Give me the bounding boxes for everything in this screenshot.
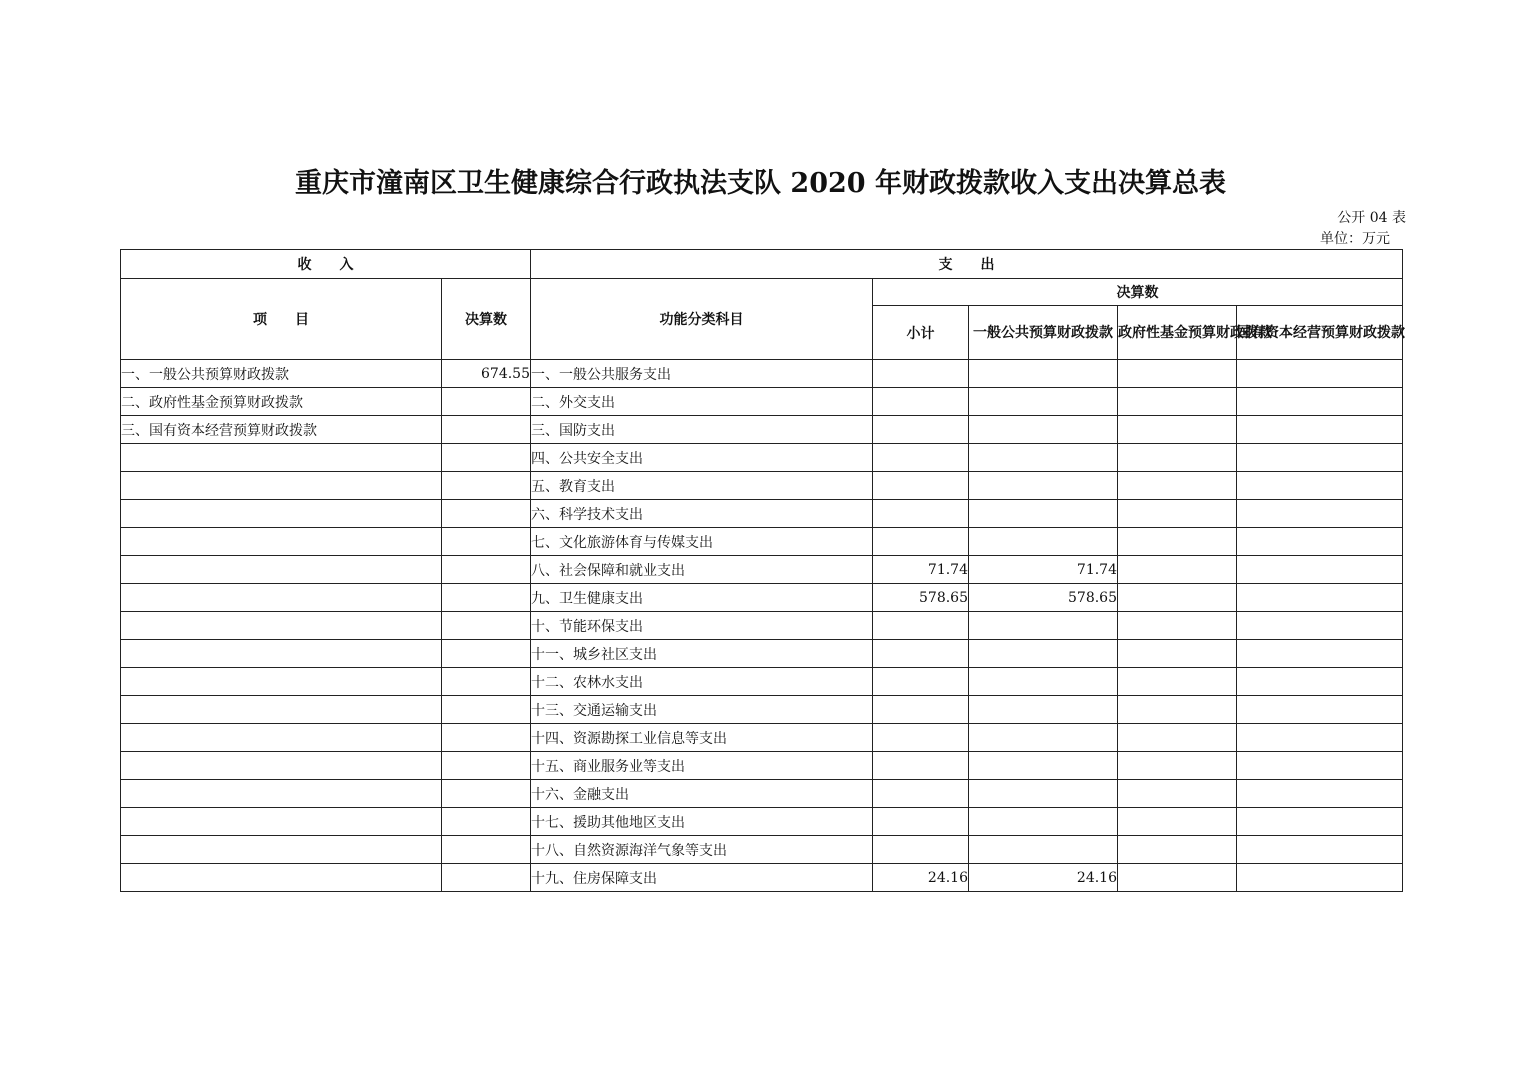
gov-fund-cell xyxy=(1118,556,1237,584)
subtotal-cell xyxy=(873,416,969,444)
expense-item-cell: 一、一般公共服务支出 xyxy=(531,360,873,388)
income-amount-header: 决算数 xyxy=(442,279,531,360)
income-item-cell xyxy=(121,640,442,668)
subtotal-cell xyxy=(873,640,969,668)
income-value-cell xyxy=(442,584,531,612)
general-budget-cell xyxy=(969,612,1118,640)
income-item-cell xyxy=(121,752,442,780)
general-budget-cell xyxy=(969,500,1118,528)
income-value-cell xyxy=(442,836,531,864)
income-item-cell xyxy=(121,444,442,472)
subtotal-cell xyxy=(873,472,969,500)
table-row xyxy=(121,472,1403,500)
income-value-cell: 674.55 xyxy=(442,360,531,388)
subtotal-cell xyxy=(873,528,969,556)
income-item-cell: 二、政府性基金预算财政拨款 xyxy=(121,388,442,416)
income-item-cell xyxy=(121,528,442,556)
table-row xyxy=(121,696,1403,724)
subtotal-cell xyxy=(873,836,969,864)
income-value-cell xyxy=(442,864,531,892)
table-row xyxy=(121,836,1403,864)
general-budget-cell: 578.65 xyxy=(969,584,1118,612)
state-capital-header: 国有资本经营预算财政拨款 xyxy=(1237,306,1403,360)
state-capital-cell xyxy=(1237,808,1403,836)
subtotal-cell xyxy=(873,780,969,808)
table-row xyxy=(121,416,1403,444)
subtotal-header: 小计 xyxy=(873,306,969,360)
general-budget-cell xyxy=(969,360,1118,388)
table-row xyxy=(121,556,1403,584)
expense-item-cell: 四、公共安全支出 xyxy=(531,444,873,472)
state-capital-cell xyxy=(1237,836,1403,864)
general-budget-cell xyxy=(969,668,1118,696)
general-budget-cell: 71.74 xyxy=(969,556,1118,584)
expense-item-cell: 十一、城乡社区支出 xyxy=(531,640,873,668)
income-value-cell xyxy=(442,808,531,836)
state-capital-cell xyxy=(1237,864,1403,892)
income-value-cell xyxy=(442,388,531,416)
expense-item-cell: 十二、农林水支出 xyxy=(531,668,873,696)
gov-fund-cell xyxy=(1118,724,1237,752)
gov-fund-cell xyxy=(1118,836,1237,864)
general-budget-cell xyxy=(969,388,1118,416)
table-body xyxy=(121,360,1403,892)
income-value-cell xyxy=(442,444,531,472)
gov-fund-cell xyxy=(1118,752,1237,780)
function-category-header: 功能分类科目 xyxy=(531,279,873,360)
income-value-cell xyxy=(442,556,531,584)
state-capital-cell xyxy=(1237,612,1403,640)
expense-item-cell: 九、卫生健康支出 xyxy=(531,584,873,612)
income-value-cell xyxy=(442,724,531,752)
item-header: 项 目 xyxy=(121,279,442,360)
gov-fund-cell xyxy=(1118,388,1237,416)
subtotal-cell xyxy=(873,808,969,836)
gov-fund-cell xyxy=(1118,612,1237,640)
subtotal-cell xyxy=(873,612,969,640)
general-budget-cell xyxy=(969,416,1118,444)
state-capital-cell xyxy=(1237,388,1403,416)
table-row xyxy=(121,444,1403,472)
expense-item-cell: 八、社会保障和就业支出 xyxy=(531,556,873,584)
income-item-cell xyxy=(121,724,442,752)
subtotal-cell xyxy=(873,500,969,528)
table-row xyxy=(121,724,1403,752)
general-budget-cell xyxy=(969,528,1118,556)
income-item-cell xyxy=(121,836,442,864)
state-capital-cell xyxy=(1237,780,1403,808)
expense-item-cell: 二、外交支出 xyxy=(531,388,873,416)
expense-item-cell: 十六、金融支出 xyxy=(531,780,873,808)
expense-item-cell: 十四、资源勘探工业信息等支出 xyxy=(531,724,873,752)
gov-fund-cell xyxy=(1118,640,1237,668)
state-capital-cell xyxy=(1237,556,1403,584)
income-value-cell xyxy=(442,500,531,528)
general-budget-cell xyxy=(969,640,1118,668)
state-capital-cell xyxy=(1237,640,1403,668)
income-value-cell xyxy=(442,752,531,780)
page-title: 重庆市潼南区卫生健康综合行政执法支队 2020 年财政拨款收入支出决算总表 xyxy=(295,168,1226,199)
income-value-cell xyxy=(442,612,531,640)
income-value-cell xyxy=(442,528,531,556)
income-item-cell: 一、一般公共预算财政拨款 xyxy=(121,360,442,388)
general-budget-cell xyxy=(969,444,1118,472)
unit-label: 单位：万元 xyxy=(1320,231,1390,247)
gov-fund-cell xyxy=(1118,500,1237,528)
income-item-cell xyxy=(121,668,442,696)
general-budget-cell xyxy=(969,780,1118,808)
income-value-cell xyxy=(442,780,531,808)
table-row xyxy=(121,668,1403,696)
income-value-cell xyxy=(442,472,531,500)
general-budget-cell xyxy=(969,752,1118,780)
subtotal-cell xyxy=(873,668,969,696)
gov-fund-cell xyxy=(1118,864,1237,892)
subtotal-cell: 24.16 xyxy=(873,864,969,892)
gov-fund-cell xyxy=(1118,444,1237,472)
table-row xyxy=(121,360,1403,388)
income-value-cell xyxy=(442,640,531,668)
gov-fund-cell xyxy=(1118,808,1237,836)
table-row xyxy=(121,640,1403,668)
expense-item-cell: 十九、住房保障支出 xyxy=(531,864,873,892)
table-code: 公开 04 表 xyxy=(1337,210,1406,226)
income-item-cell xyxy=(121,696,442,724)
income-item-cell xyxy=(121,556,442,584)
gov-fund-cell xyxy=(1118,528,1237,556)
expense-item-cell: 十、节能环保支出 xyxy=(531,612,873,640)
gov-fund-cell xyxy=(1118,696,1237,724)
expense-item-cell: 十七、援助其他地区支出 xyxy=(531,808,873,836)
expense-item-cell: 六、科学技术支出 xyxy=(531,500,873,528)
budget-table xyxy=(120,249,1403,892)
general-budget-cell xyxy=(969,808,1118,836)
state-capital-cell xyxy=(1237,500,1403,528)
gov-fund-cell xyxy=(1118,668,1237,696)
subtotal-cell xyxy=(873,696,969,724)
table-row xyxy=(121,864,1403,892)
income-item-cell xyxy=(121,864,442,892)
subtotal-cell xyxy=(873,752,969,780)
table-row xyxy=(121,752,1403,780)
table-row xyxy=(121,808,1403,836)
expense-item-cell: 七、文化旅游体育与传媒支出 xyxy=(531,528,873,556)
expense-item-cell: 三、国防支出 xyxy=(531,416,873,444)
table-row xyxy=(121,528,1403,556)
state-capital-cell xyxy=(1237,444,1403,472)
expense-item-cell: 十五、商业服务业等支出 xyxy=(531,752,873,780)
gov-fund-cell xyxy=(1118,780,1237,808)
subtotal-cell: 578.65 xyxy=(873,584,969,612)
subtotal-cell xyxy=(873,360,969,388)
income-item-cell xyxy=(121,808,442,836)
general-budget-cell xyxy=(969,724,1118,752)
state-capital-cell xyxy=(1237,416,1403,444)
state-capital-cell xyxy=(1237,696,1403,724)
subtotal-cell: 71.74 xyxy=(873,556,969,584)
table-row xyxy=(121,388,1403,416)
gov-fund-cell xyxy=(1118,584,1237,612)
income-item-cell: 三、国有资本经营预算财政拨款 xyxy=(121,416,442,444)
expense-header: 支 出 xyxy=(531,250,1403,279)
income-header: 收 入 xyxy=(121,250,531,279)
table-row xyxy=(121,584,1403,612)
table-row xyxy=(121,780,1403,808)
state-capital-cell xyxy=(1237,360,1403,388)
table-row xyxy=(121,612,1403,640)
table-row xyxy=(121,500,1403,528)
income-item-cell xyxy=(121,500,442,528)
income-item-cell xyxy=(121,584,442,612)
state-capital-cell xyxy=(1237,752,1403,780)
expense-amount-header: 决算数 xyxy=(873,279,1403,306)
expense-item-cell: 十八、自然资源海洋气象等支出 xyxy=(531,836,873,864)
income-item-cell xyxy=(121,780,442,808)
subtotal-cell xyxy=(873,724,969,752)
state-capital-cell xyxy=(1237,668,1403,696)
expense-item-cell: 五、教育支出 xyxy=(531,472,873,500)
state-capital-cell xyxy=(1237,528,1403,556)
state-capital-cell xyxy=(1237,584,1403,612)
gov-fund-cell xyxy=(1118,416,1237,444)
gov-fund-header: 政府性基金预算财政拨款 xyxy=(1118,306,1237,360)
income-item-cell xyxy=(121,472,442,500)
general-budget-cell xyxy=(969,696,1118,724)
income-value-cell xyxy=(442,668,531,696)
expense-item-cell: 十三、交通运输支出 xyxy=(531,696,873,724)
gov-fund-cell xyxy=(1118,472,1237,500)
general-budget-cell xyxy=(969,836,1118,864)
subtotal-cell xyxy=(873,388,969,416)
gov-fund-cell xyxy=(1118,360,1237,388)
subtotal-cell xyxy=(873,444,969,472)
general-budget-cell: 24.16 xyxy=(969,864,1118,892)
income-value-cell xyxy=(442,696,531,724)
general-budget-header: 一般公共预算财政拨款 xyxy=(969,306,1118,360)
state-capital-cell xyxy=(1237,472,1403,500)
income-item-cell xyxy=(121,612,442,640)
income-value-cell xyxy=(442,416,531,444)
state-capital-cell xyxy=(1237,724,1403,752)
general-budget-cell xyxy=(969,472,1118,500)
